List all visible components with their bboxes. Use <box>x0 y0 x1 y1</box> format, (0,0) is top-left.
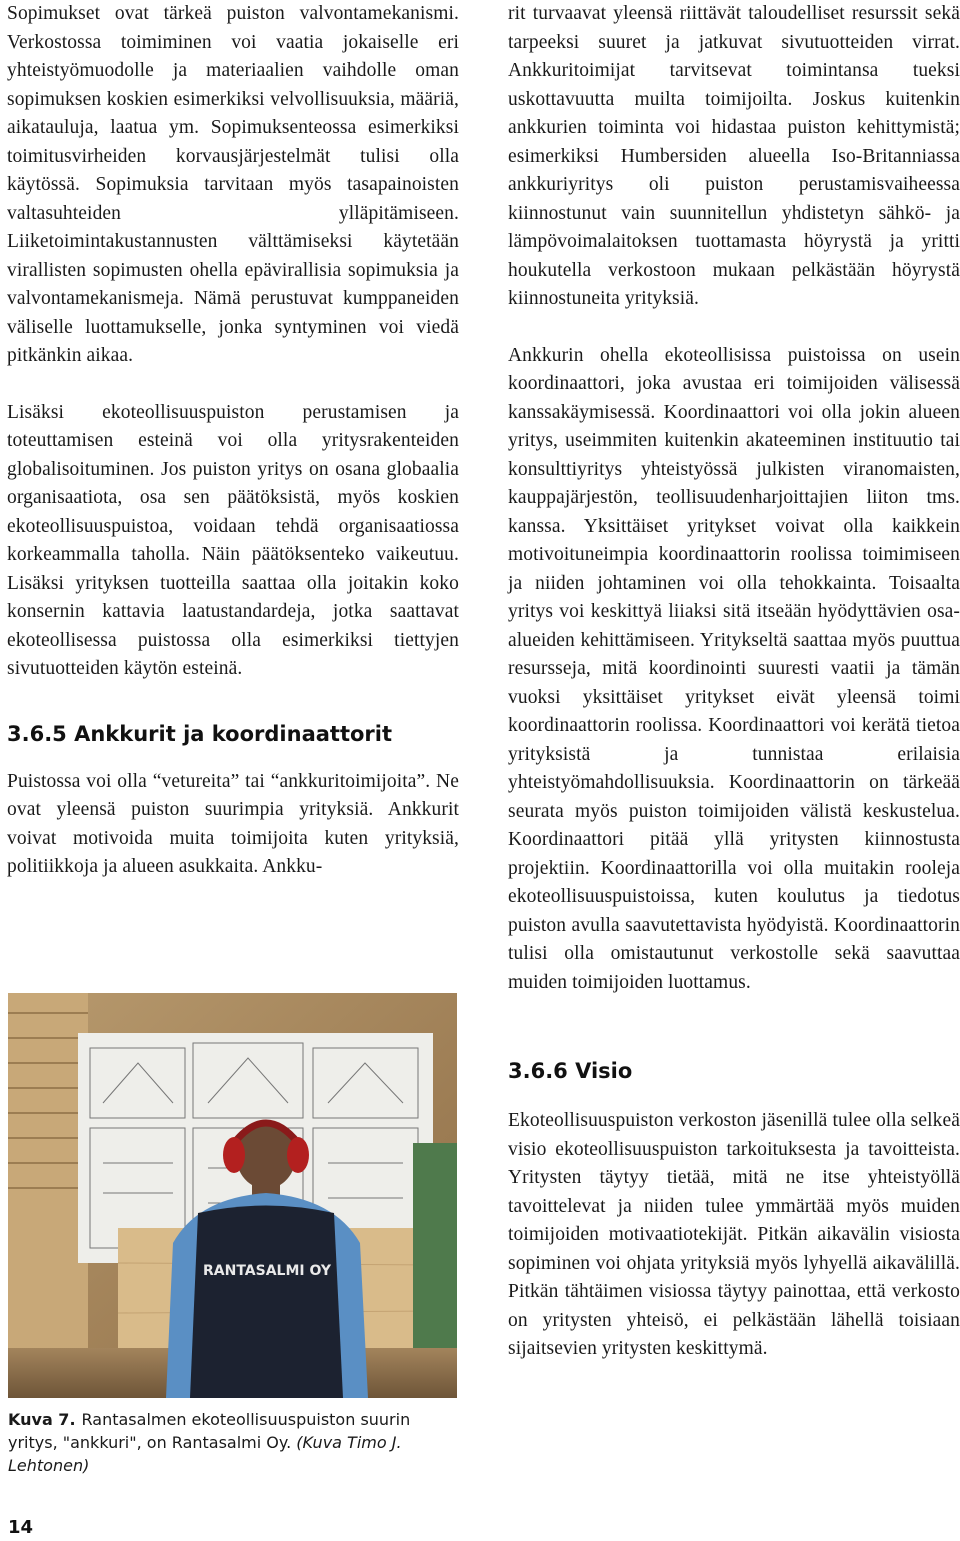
vest-label: RANTASALMI OY <box>202 1263 332 1279</box>
section-heading: 3.6.5 Ankkurit ja koordinaattorit <box>7 721 393 746</box>
photo-worker-at-blueprints <box>8 993 457 1398</box>
body-paragraph: rit turvaavat yleensä riittävät taloudelliset resurssit sekä tarpeeksi suuret ja jatkuvat sivutuotteiden virrat. Ankkuritoimijat tarvitsevat toimintansa tueksi uskottavuutta muilta toimijoilta. Joskus kuitenkin ankkurien toiminta voi hidastaa puiston kehittymistä; esimerkiksi Humbersiden alueella Iso-Britanniassa ankkuriyritys oli puiston perustamisvaiheessa kiinnostunut vain suunnitellun yhdistetyn sähkö- ja lämpövoimalaitoksen tuottamasta höyrystä ja yritti houkutella verkostoon mukaan pelkästään höyrystä kiinnostuneita yrityksiä. <box>508 3 960 309</box>
body-paragraph: Puistossa voi olla “vetureita” tai “ankkuritoimijoita”. Ne ovat yleensä puiston suurimpia yrityksiä. Ankkurit voivat motivoida muita toimijoita kuten yrityksiä, politiikkoja ja alueen asukkaita. Ankku- <box>7 770 459 877</box>
section-heading: 3.6.6 Visio <box>508 1059 633 1083</box>
caption-label: Kuva 7. <box>8 1410 76 1429</box>
body-paragraph: Ankkurin ohella ekoteollisissa puistoissa on usein koordinaattori, joka avustaa eri toimijoiden välisessä kanssakäymisessä. Koordinaattori voi olla jokin alueen yritys, useimmiten kuitenkin akateeminen instituutio tai konsulttiyritys yhteistyössä julkisten viranomaisten, kauppajärjestön, teollisuudenharjoittajien liiton tms. kanssa. Yksittäiset yritykset voivat olla kaikkein motivoituneimpia koordinaattorin roolissa toimimiseen ja niiden johtaminen voi olla tehokkainta. Toisaalta yritys voi keskittyä liiaksi sitä itseään hyödyttävien osa-alueiden kehittämiseen. Yritykseltä saattaa myös puuttua resursseja, mitä koordinointi suuresti vaatii ja tämän vuoksi yksittäiset yritykset eivät yleensä toimi koordinaattorin roolissa. Koordinaattori voi kerätä tietoa yrityksistä ja tunnistaa erilaisia yhteistyömahdollisuuksia. Koordinaattorin on tärkeää seurata myös puiston toimijoiden välistä keskustelua. Koordinaattori pitää yllä yritysten kiinnostusta projektiin. Koordinaattorilla voi olla muitakin rooleja ekoteollisuuspuistoissa, kuten koulutus ja tiedotus puiston avulla saavutettavista hyödyistä. Koordinaattorin tulisi olla omistautunut verkostolle sekä saavuttaa muiden toimijoiden luottamus. <box>508 344 960 993</box>
caption-credit: (Kuva Timo J. Lehtonen) <box>8 1433 402 1475</box>
body-paragraph: Lisäksi ekoteollisuuspuiston perustamisen ja toteuttamisen esteinä voi olla yritysrakenteiden globalisoituminen. Jos puiston yritys on osana globaalia organisaatiota, osa sen päätöksistä, myös koskien ekoteollisuuspuistoa, voidaan tehdä organisaatiossa korkeammalla taholla. Näin päätöksenteko vaikeutuu. Lisäksi yrityksen tuotteilla saattaa olla joitakin koko konsernin kattavia laatustandardeja, jotka saattavat ekoteollisessa puistossa olla esimerkiksi tiettyjen sivutuotteiden käytön esteinä. <box>7 401 459 679</box>
body-paragraph: Ekoteollisuuspuiston verkoston jäsenillä tulee olla selkeä visio ekoteollisuuspuiston tarkoituksesta ja tavoitteista. Yritysten täytyy tietää, mitä ne itse yhteistyöllä tavoittelevat ja niiden tulee ymmärtää myös muiden toimijoiden motivaatiotekijät. Pitkän aikavälin visiosta sopiminen voi ohjata yrityksiä myös lyhyellä aikavälillä. Pitkän tähtäimen visiossa täytyy painottaa, että verkosto on yritysten yhteisö, ei pelkästään lähellä toisiaan sijaitsevien yritysten keskittymä. <box>508 1110 960 1359</box>
caption-text: Rantasalmen ekoteollisuuspuiston suurin yritys, "ankkuri", on Rantasalmi Oy. <box>8 1410 411 1452</box>
figure-caption <box>8 1408 460 1477</box>
body-paragraph: Sopimukset ovat tärkeä puiston valvontamekanismi. Verkostossa toimiminen voi vaatia jokaiselle eri yhteistyömuodolle ja materiaalien vaihdolle oman sopimuksen koskien esimerkiksi velvollisuuksia, määriä, aikatauluja, laatua ym. Sopimuksenteossa esimerkiksi toimitusvirheiden korvausjärjestelmät tulisi olla käytössä. Sopimuksia tarvitaan myös tasapainoisten valtasuhteiden ylläpitämiseen. Liiketoimintakustannusten välttämiseksi käytetään virallisten sopimusten ohella epävirallisia sopimuksia ja valvontamekanismeja. Nämä perustuvat kumppaneiden väliselle luottamukselle, jonka syntyminen voi viedä pitkänkin aikaa. <box>7 3 459 366</box>
left-column <box>7 0 459 882</box>
right-column <box>508 0 960 1364</box>
page-number: 14 <box>8 1517 34 1538</box>
figure-photo <box>8 993 457 1398</box>
